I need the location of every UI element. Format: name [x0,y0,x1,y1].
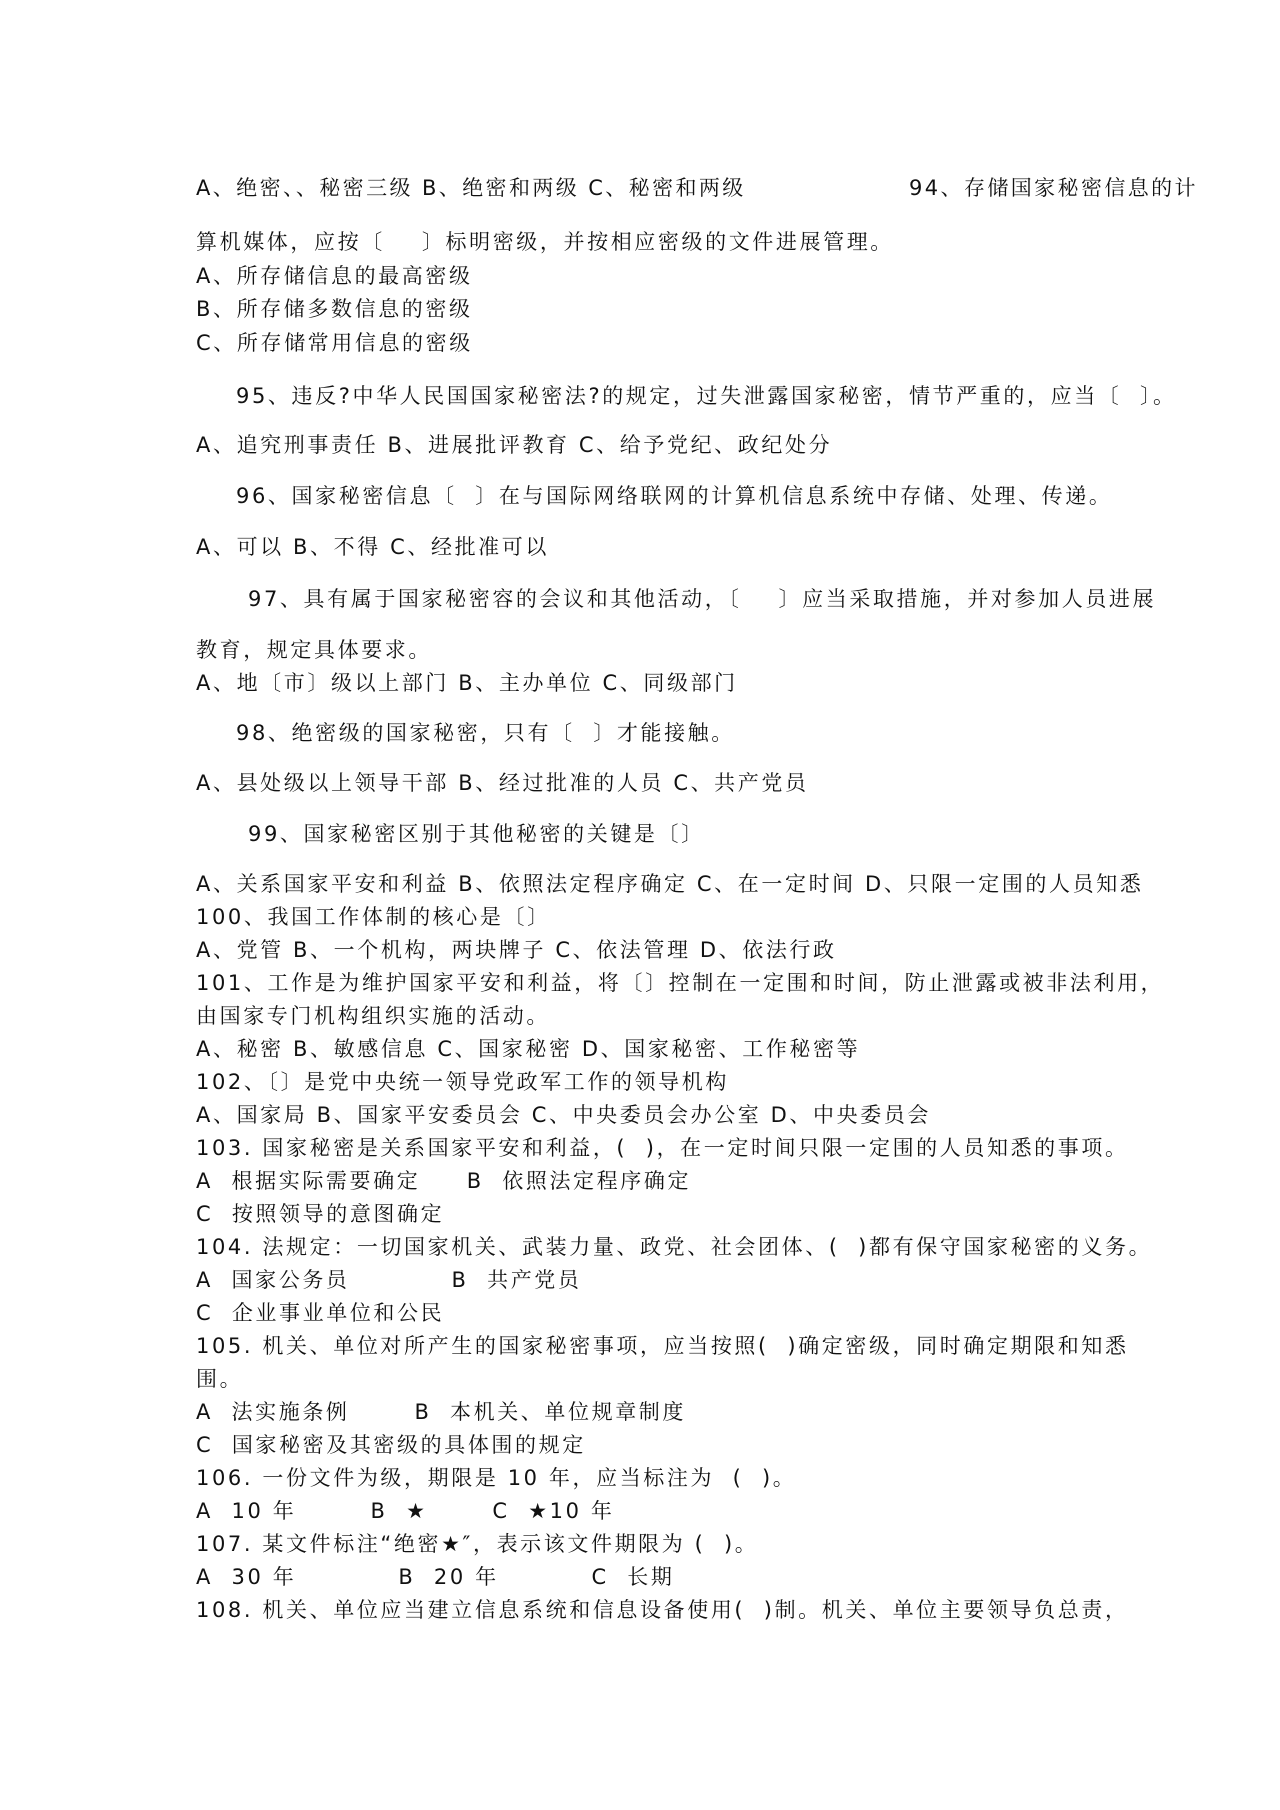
text-line: 105. 机关、单位对所产生的国家秘密事项，应当按照( )确定密级，同时确定期限和知悉 [196,1334,1129,1358]
text-line: 106. 一份文件为级，期限是 10 年，应当标注为 ( )。 [196,1466,797,1490]
text-line: A 根据实际需要确定 B 依照法定程序确定 [196,1169,692,1193]
text-line: C 国家秘密及其密级的具体围的规定 [196,1433,586,1457]
text-line: 100、我国工作体制的核心是〔〕 [196,905,551,929]
text-line: 101、工作是为维护国家平安和利益，将〔〕控制在一定围和时间，防止泄露或被非法利用， [196,971,1165,995]
text-line: 98、绝密级的国家秘密，只有〔 〕才能接触。 [236,721,735,745]
text-line: 96、国家秘密信息〔 〕在与国际网络联网的计算机信息系统中存储、处理、传递。 [236,484,1113,508]
text-line: 教育，规定具体要求。 [196,638,432,662]
text-line: A 30 年 B 20 年 C 长期 [196,1565,675,1589]
text-line: A、追究刑事责任 B、进展批评教育 C、给予党纪、政纪处分 [196,433,833,457]
text-line: A、关系国家平安和利益 B、依照法定程序确定 C、在一定时间 D、只限一定围的人员知悉 [196,872,1144,896]
text-line: 107. 某文件标注“绝密★″，表示该文件期限为 ( )。 [196,1532,759,1556]
text-line: 108. 机关、单位应当建立信息系统和信息设备使用( )制。机关、单位主要领导负总责， [196,1598,1129,1622]
text-line: A 法实施条例 B 本机关、单位规章制度 [196,1400,686,1424]
text-line: A、绝密、、秘密三级 B、绝密和两级 C、秘密和两级 94、存储国家秘密信息的计 [196,176,1198,200]
text-line: A、可以 B、不得 C、经批准可以 [196,535,549,559]
text-line: A、地〔市〕级以上部门 B、主办单位 C、同级部门 [196,671,738,695]
text-line: A 国家公务员 B 共产党员 [196,1268,582,1292]
text-line: A、所存储信息的最高密级 [196,264,473,288]
text-line: A、党管 B、一个机构，两块牌子 C、依法管理 D、依法行政 [196,938,837,962]
text-line: 104. 法规定：一切国家机关、武装力量、政党、社会团体、( )都有保守国家秘密的义务。 [196,1235,1153,1259]
text-line: 97、具有属于国家秘密容的会议和其他活动，〔 〕应当采取措施，并对参加人员进展 [248,587,1157,611]
text-line: A 10 年 B ★ C ★10 年 [196,1499,615,1523]
text-line: 99、国家秘密区别于其他秘密的关键是〔〕 [248,822,705,846]
text-line: C、所存储常用信息的密级 [196,331,473,355]
text-line: 算机媒体，应按〔 〕标明密级，并按相应密级的文件进展管理。 [196,230,894,254]
text-line: C 企业事业单位和公民 [196,1301,445,1325]
text-line: 102、〔〕是党中央统一领导党政军工作的领导机构 [196,1070,729,1094]
text-line: C 按照领导的意图确定 [196,1202,445,1226]
text-line: 围。 [196,1367,244,1391]
text-line: 由国家专门机构组织实施的活动。 [196,1004,550,1028]
text-line: A、国家局 B、国家平安委员会 C、中央委员会办公室 D、中央委员会 [196,1103,932,1127]
text-line: B、所存储多数信息的密级 [196,297,473,321]
text-line: 95、违反?中华人民国国家秘密法?的规定，过失泄露国家秘密，情节严重的，应当〔 〕。 [236,384,1177,408]
text-line: 103. 国家秘密是关系国家平安和利益，( )，在一定时间只限一定围的人员知悉的事项。 [196,1136,1129,1160]
text-line: A、县处级以上领导干部 B、经过批准的人员 C、共产党员 [196,771,809,795]
text-line: A、秘密 B、敏感信息 C、国家秘密 D、国家秘密、工作秘密等 [196,1037,861,1061]
